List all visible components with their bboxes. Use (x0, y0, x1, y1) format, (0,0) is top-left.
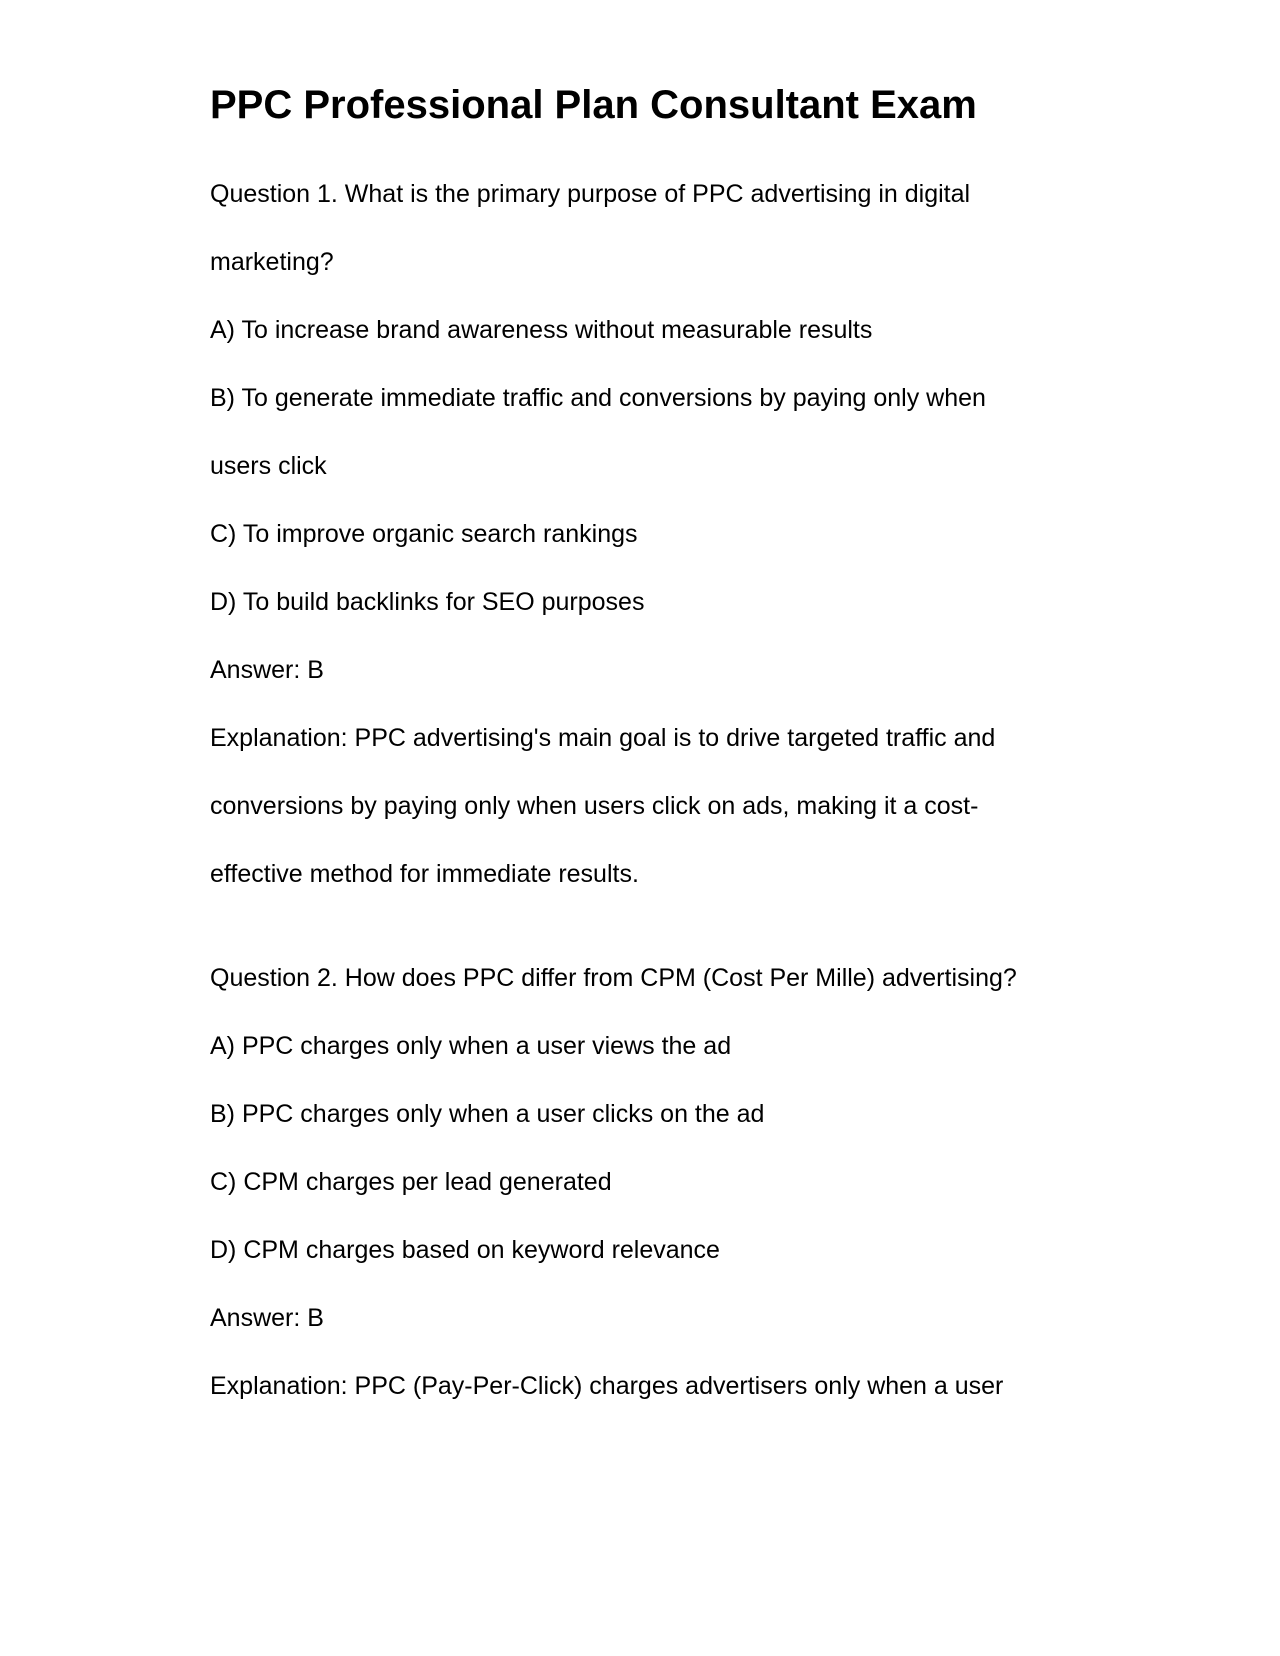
question-1-option-a: A) To increase brand awareness without measurable results (210, 316, 873, 344)
question-1-option-c: C) To improve organic search rankings (210, 520, 638, 548)
question-1-option-b-line-2: users click (210, 452, 327, 480)
question-1-text-line-1: Question 1. What is the primary purpose of PPC advertising in digital (210, 180, 971, 208)
question-1-explanation-line-2: conversions by paying only when users click on ads, making it a cost- (210, 792, 979, 820)
page-title: PPC Professional Plan Consultant Exam (210, 83, 977, 127)
question-1-explanation-line-3: effective method for immediate results. (210, 860, 639, 888)
question-1-explanation-line-1: Explanation: PPC advertising's main goal is to drive targeted traffic and (210, 724, 996, 752)
question-2-option-c: C) CPM charges per lead generated (210, 1168, 612, 1196)
question-1-option-b-line-1: B) To generate immediate traffic and conversions by paying only when (210, 384, 986, 412)
question-2-option-d: D) CPM charges based on keyword relevance (210, 1236, 720, 1264)
question-1-answer: Answer: B (210, 656, 324, 684)
question-2-text: Question 2. How does PPC differ from CPM (Cost Per Mille) advertising? (210, 964, 1017, 992)
question-1-option-d: D) To build backlinks for SEO purposes (210, 588, 645, 616)
question-1-text-line-2: marketing? (210, 248, 334, 276)
question-2-answer: Answer: B (210, 1304, 324, 1332)
question-2-option-a: A) PPC charges only when a user views the ad (210, 1032, 732, 1060)
question-2-option-b: B) PPC charges only when a user clicks on the ad (210, 1100, 765, 1128)
question-2-explanation-line-1: Explanation: PPC (Pay-Per-Click) charges advertisers only when a user (210, 1372, 1004, 1400)
